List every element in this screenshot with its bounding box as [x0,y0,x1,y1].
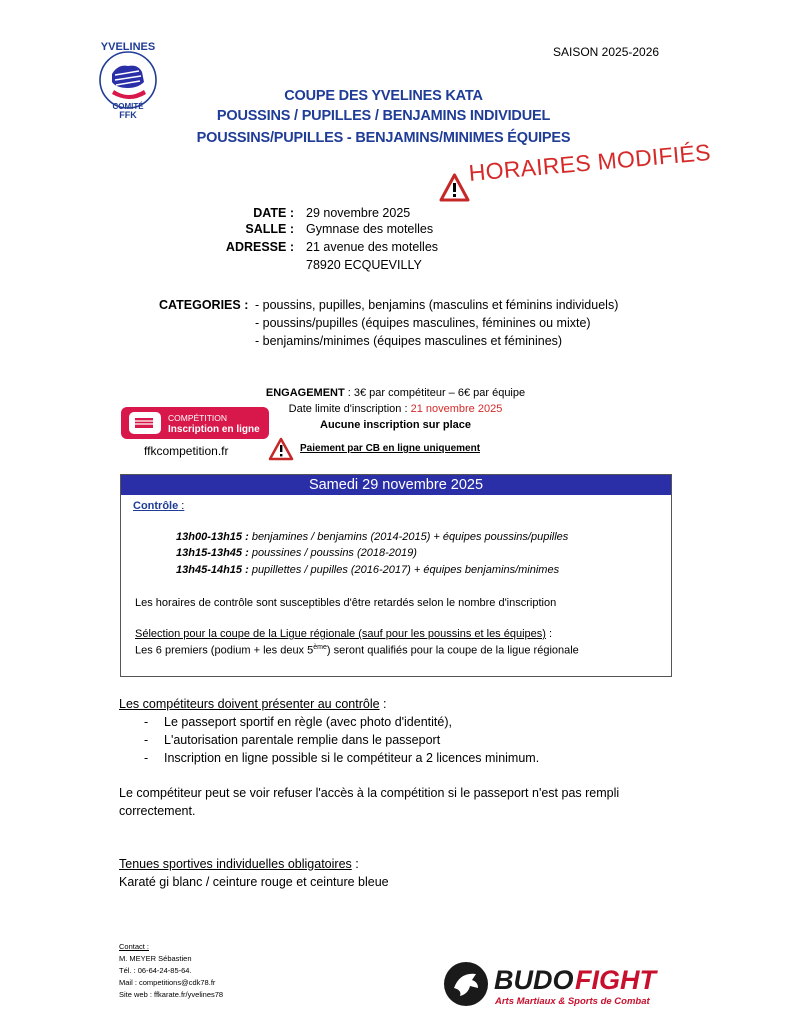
badge-line-2: Inscription en ligne [168,424,260,435]
refusal-line-1: Le compétiteur peut se voir refuser l'accès à la compétition si le passeport n'est pas rempli [119,786,620,800]
contact-phone: Tél. : 06-64-24-85-64. [119,966,192,975]
schedule-slot [176,547,417,559]
requirement-item: Le passeport sportif en règle (avec photo d'identité), [164,715,452,729]
engagement-line [0,387,791,399]
slot-desc: pupillettes / pupilles (2016-2017) + équipes benjamins/minimes [248,564,560,576]
tenues-colon: : [351,857,359,871]
delay-note: Les horaires de contrôle sont susceptibles d'être retardés selon le nombre d'inscription [135,597,557,609]
slot-desc: poussines / poussins (2018-2019) [248,547,417,559]
warning-icon [268,437,294,461]
engagement-text: : 3€ par compétiteur – 6€ par équipe [344,387,526,399]
tenues-title: Tenues sportives individuelles obligatoires [119,857,352,871]
address-line-1: 21 avenue des motelles [306,240,439,254]
requirement-item: Inscription en ligne possible si le compétiteur a 2 licences minimum. [164,751,540,765]
refusal-line-2: correctement. [119,804,196,818]
online-registration-badge[interactable] [121,407,269,439]
selection-heading [135,628,552,640]
selection-colon: : [545,628,553,640]
schedule-slot [176,531,568,543]
payment-note: Paiement par CB en ligne uniquement [300,443,481,454]
selection-text-a: Les 6 premiers (podium + les deux 5 [135,644,314,657]
selection-sup: ème [313,644,327,651]
controle-heading [133,500,184,512]
requirements-title: Les compétiteurs doivent présenter au contrôle [119,697,380,711]
selection-title: Sélection pour la coupe de la Ligue régionale (sauf pour les poussins et les équipes) [135,628,546,640]
engagement-label: ENGAGEMENT [265,387,345,399]
address-label: ADRESSE : [225,240,294,254]
schedule-changed-notice: HORAIRES MODIFIÉS [467,138,712,187]
selection-text-b: ) seront qualifiés pour la coupe de la ligue régionale [326,644,579,657]
categories-label: CATEGORIES : [159,298,249,312]
requirement-dash: - [144,715,149,729]
deadline-line [0,403,791,415]
date-label: DATE : [253,206,294,220]
slot-time: 13h00-13h15 : [176,531,249,543]
logo-bottom-text: COMITÉ [112,102,144,111]
deadline-value: 21 novembre 2025 [410,403,503,415]
category-item: - poussins, pupilles, benjamins (masculins et féminins individuels) [255,298,619,312]
logo-top-text: YVELINES [100,41,156,53]
requirements-heading [119,697,387,711]
category-item: - poussins/pupilles (équipes masculines, féminines ou mixte) [255,316,591,330]
title-line-2: POUSSINS / PUPILLES / BENJAMINS INDIVIDUEL [216,108,551,124]
contact-label: Contact : [119,942,150,951]
contact-name: M. MEYER Sébastien [119,954,192,963]
ffk-website-link[interactable]: ffkcompetition.fr [144,444,229,458]
contact-website[interactable]: Site web : ffkarate.fr/yvelines78 [119,990,224,999]
requirement-item: L'autorisation parentale remplie dans le passeport [164,733,441,747]
slot-time: 13h45-14h15 : [176,564,249,576]
comite-yvelines-logo [88,38,168,118]
schedule-slot [176,564,559,576]
season-label: SAISON 2025-2026 [553,45,660,59]
slot-desc: benjamines / benjamins (2014-2015) + équipes poussins/pupilles [248,531,569,543]
requirement-dash: - [144,751,149,765]
contact-email[interactable]: Mail : competitions@cdk78.fr [119,978,216,987]
no-onsite-registration: Aucune inscription sur place [320,419,471,431]
deadline-label: Date limite d'inscription : [288,403,411,415]
title-line-1: COUPE DES YVELINES KATA [284,88,483,104]
brand-tagline: Arts Martiaux & Sports de Combat [495,996,650,1007]
venue-label: SALLE : [245,222,294,236]
venue-value: Gymnase des motelles [306,222,434,236]
date-value: 29 novembre 2025 [306,206,411,220]
address-line-2: 78920 ECQUEVILLY [306,258,422,272]
category-item: - benjamins/minimes (équipes masculines et féminines) [255,334,563,348]
logo-ffk-text: FFK [119,110,137,118]
brand-budo: BUDO [494,965,574,995]
title-line-3: POUSSINS/PUPILLES - BENJAMINS/MINIMES ÉQUIPES [196,130,571,146]
schedule-box [120,474,672,677]
controle-label: Contrôle [133,500,179,512]
budofight-logo [444,958,674,1010]
fist-icon [127,410,163,436]
slot-time: 13h15-13h45 : [176,547,249,559]
tenues-heading [119,857,359,871]
badge-line-1: COMPÉTITION [168,413,228,423]
tenues-text: Karaté gi blanc / ceinture rouge et ceinture bleue [119,875,389,889]
warning-icon [439,173,470,202]
selection-text [135,644,579,657]
schedule-day-banner: Samedi 29 novembre 2025 [121,475,671,495]
brand-fight: FIGHT [575,965,656,995]
requirements-colon: : [379,697,387,711]
requirement-dash: - [144,733,149,747]
controle-suffix: : [178,500,185,512]
